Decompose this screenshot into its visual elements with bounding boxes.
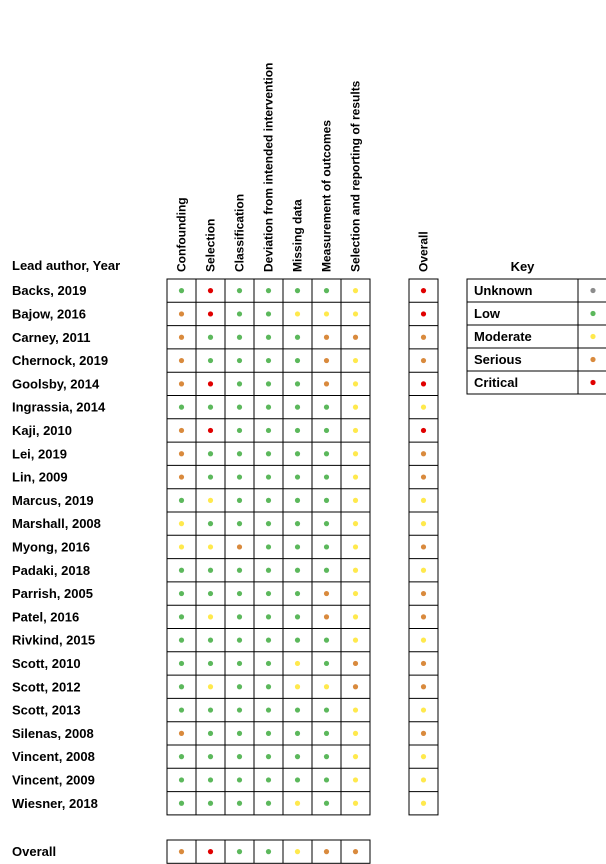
rating-dot-moderate (353, 801, 358, 806)
rating-dot-low (266, 568, 271, 573)
rating-dot-moderate (179, 544, 184, 549)
rating-dot-low (237, 707, 242, 712)
rating-dot-low (208, 591, 213, 596)
study-label: Vincent, 2009 (12, 772, 95, 788)
rating-dot-low (266, 311, 271, 316)
rating-dot-low (295, 498, 300, 503)
rating-dot-low (208, 638, 213, 643)
rating-dot-serious (179, 451, 184, 456)
rating-dot-low (295, 638, 300, 643)
rating-dot-low (266, 405, 271, 410)
study-label: Bajow, 2016 (12, 306, 86, 322)
rating-dot-moderate (324, 311, 329, 316)
rating-dot-serious (353, 684, 358, 689)
rating-dot-critical (208, 288, 213, 293)
rating-dot-low (266, 428, 271, 433)
rating-dot-low (295, 614, 300, 619)
rating-dot-low (237, 591, 242, 596)
overall-dot-serious (421, 684, 426, 689)
rating-dot-low (295, 335, 300, 340)
rating-dot-moderate (179, 521, 184, 526)
overall-dot-moderate (421, 568, 426, 573)
rating-dot-moderate (208, 544, 213, 549)
rating-dot-low (237, 405, 242, 410)
column-header: Classification (232, 193, 247, 272)
rating-dot-low (237, 358, 242, 363)
rating-dot-low (266, 614, 271, 619)
rating-dot-low (324, 544, 329, 549)
rating-dot-low (208, 474, 213, 479)
rating-dot-low (266, 474, 271, 479)
rating-dot-low (266, 801, 271, 806)
rating-dot-serious (179, 474, 184, 479)
study-label: Chernock, 2019 (12, 353, 109, 369)
key-title: Key (510, 259, 535, 274)
rating-dot-moderate (353, 707, 358, 712)
rating-dot-moderate (208, 684, 213, 689)
rating-dot-low (295, 544, 300, 549)
overall-dot-moderate (421, 638, 426, 643)
rating-dot-low (295, 754, 300, 759)
rating-dot-low (266, 544, 271, 549)
rating-dot-serious (353, 335, 358, 340)
rating-dot-low (324, 777, 329, 782)
rating-dot-low (208, 731, 213, 736)
rating-dot-low (295, 474, 300, 479)
rating-dot-moderate (353, 638, 358, 643)
key-label: Moderate (474, 329, 532, 344)
overall-row-dot-moderate (295, 849, 300, 854)
rating-dot-low (179, 498, 184, 503)
rating-dot-moderate (353, 754, 358, 759)
rating-dot-serious (179, 428, 184, 433)
column-header: Selection (203, 218, 218, 272)
column-header: Confounding (174, 197, 189, 272)
rating-dot-low (324, 428, 329, 433)
rating-dot-low (237, 381, 242, 386)
rating-dot-low (295, 568, 300, 573)
study-label: Backs, 2019 (12, 283, 87, 299)
rating-dot-low (295, 381, 300, 386)
study-label: Myong, 2016 (12, 539, 91, 555)
rating-dot-low (295, 405, 300, 410)
column-header: Measurement of outcomes (319, 119, 334, 272)
rating-dot-serious (179, 311, 184, 316)
study-labels (12, 283, 108, 811)
ratings-grid (167, 279, 370, 815)
rating-dot-low (237, 498, 242, 503)
study-label: Scott, 2013 (12, 702, 81, 718)
rating-dot-low (179, 777, 184, 782)
overall-row-dot-low (237, 849, 242, 854)
overall-row-dot-critical (208, 849, 213, 854)
overall-dot-critical (421, 428, 426, 433)
rating-dot-moderate (295, 311, 300, 316)
rating-dot-low (208, 358, 213, 363)
study-label: Carney, 2011 (12, 329, 91, 345)
overall-dot-serious (421, 731, 426, 736)
key-label: Low (474, 306, 500, 321)
rating-dot-moderate (353, 498, 358, 503)
overall-dot-moderate (421, 777, 426, 782)
overall-dot-critical (421, 381, 426, 386)
key-dot-serious (590, 357, 595, 362)
rating-dot-low (237, 568, 242, 573)
rating-dot-low (324, 754, 329, 759)
rating-dot-moderate (353, 591, 358, 596)
rating-dot-low (237, 801, 242, 806)
key-dot-moderate (590, 334, 595, 339)
rating-dot-low (266, 707, 271, 712)
overall-dot-moderate (421, 754, 426, 759)
rating-dot-low (324, 661, 329, 666)
rating-dot-low (324, 521, 329, 526)
rating-dot-low (324, 474, 329, 479)
rating-dot-low (266, 498, 271, 503)
study-label: Silenas, 2008 (12, 725, 94, 741)
rating-dot-low (208, 661, 213, 666)
rating-dot-low (179, 661, 184, 666)
key-label: Critical (474, 375, 519, 390)
column-header: Deviation from intended intervention (261, 62, 276, 272)
rating-dot-low (208, 707, 213, 712)
rating-dot-low (237, 288, 242, 293)
rating-dot-low (324, 405, 329, 410)
study-label: Scott, 2012 (12, 679, 81, 695)
rating-dot-low (266, 684, 271, 689)
rating-dot-low (237, 428, 242, 433)
study-label: Parrish, 2005 (12, 586, 93, 602)
rating-dot-low (208, 754, 213, 759)
column-header: Missing data (290, 199, 305, 272)
rating-dot-moderate (353, 358, 358, 363)
rating-dot-low (179, 405, 184, 410)
study-label: Lei, 2019 (12, 446, 67, 462)
key-dot-critical (590, 380, 595, 385)
rating-dot-moderate (295, 801, 300, 806)
overall-dot-moderate (421, 521, 426, 526)
rating-dot-moderate (353, 405, 358, 410)
rating-dot-moderate (353, 568, 358, 573)
rating-dot-moderate (353, 451, 358, 456)
rating-dot-low (295, 731, 300, 736)
rating-dot-low (237, 661, 242, 666)
rating-dot-low (324, 638, 329, 643)
rating-dot-low (266, 754, 271, 759)
rating-dot-low (266, 591, 271, 596)
study-label: Lin, 2009 (12, 469, 68, 485)
overall-dot-serious (421, 474, 426, 479)
rating-dot-serious (179, 731, 184, 736)
rating-dot-low (179, 614, 184, 619)
rating-dot-low (237, 521, 242, 526)
rating-dot-low (179, 638, 184, 643)
overall-column (409, 279, 438, 815)
overall-dot-moderate (421, 405, 426, 410)
rating-dot-low (208, 451, 213, 456)
rating-dot-low (208, 801, 213, 806)
overall-row (12, 840, 370, 863)
rating-dot-low (179, 568, 184, 573)
column-header: Selection and reporting of results (348, 80, 363, 272)
overall-dot-critical (421, 311, 426, 316)
rating-dot-low (324, 731, 329, 736)
rating-dot-low (237, 731, 242, 736)
overall-row-dot-serious (324, 849, 329, 854)
overall-row-dot-low (266, 849, 271, 854)
rating-dot-low (237, 335, 242, 340)
rating-dot-low (237, 777, 242, 782)
overall-dot-moderate (421, 498, 426, 503)
rating-dot-moderate (208, 498, 213, 503)
rating-dot-moderate (208, 614, 213, 619)
rating-dot-serious (324, 358, 329, 363)
rating-dot-low (266, 451, 271, 456)
rating-dot-moderate (295, 661, 300, 666)
overall-dot-serious (421, 335, 426, 340)
rating-dot-moderate (353, 614, 358, 619)
overall-dot-critical (421, 288, 426, 293)
rating-dot-serious (324, 591, 329, 596)
rating-dot-low (295, 707, 300, 712)
rating-dot-low (208, 521, 213, 526)
rating-dot-low (324, 498, 329, 503)
rating-dot-low (266, 638, 271, 643)
column-headers (175, 63, 431, 272)
overall-row-label: Overall (12, 844, 57, 860)
rating-dot-low (179, 707, 184, 712)
rating-dot-low (208, 335, 213, 340)
rating-dot-low (324, 451, 329, 456)
study-label: Vincent, 2008 (12, 749, 95, 765)
rating-dot-low (237, 474, 242, 479)
overall-row-dot-serious (353, 849, 358, 854)
rating-dot-low (295, 591, 300, 596)
rating-dot-low (208, 568, 213, 573)
key-legend (467, 259, 606, 394)
overall-dot-serious (421, 451, 426, 456)
rating-dot-low (324, 288, 329, 293)
study-label: Scott, 2010 (12, 655, 81, 671)
rating-dot-serious (324, 381, 329, 386)
study-label: Wiesner, 2018 (12, 795, 98, 811)
rating-dot-moderate (353, 381, 358, 386)
rating-dot-low (237, 684, 242, 689)
key-dot-low (590, 311, 595, 316)
rating-dot-critical (208, 428, 213, 433)
overall-dot-serious (421, 661, 426, 666)
rating-dot-low (266, 731, 271, 736)
overall-column-header: Overall (416, 231, 431, 272)
rating-dot-low (208, 405, 213, 410)
rating-dot-moderate (353, 288, 358, 293)
study-label: Rivkind, 2015 (12, 632, 96, 648)
rating-dot-low (179, 801, 184, 806)
rating-dot-low (237, 311, 242, 316)
rating-dot-low (324, 568, 329, 573)
rating-dot-low (266, 661, 271, 666)
rating-dot-low (179, 684, 184, 689)
rating-dot-low (179, 591, 184, 596)
overall-dot-serious (421, 614, 426, 619)
rating-dot-moderate (353, 428, 358, 433)
rating-dot-low (266, 335, 271, 340)
overall-dot-moderate (421, 707, 426, 712)
rating-dot-low (266, 777, 271, 782)
rating-dot-serious (324, 335, 329, 340)
rating-dot-serious (179, 358, 184, 363)
rating-dot-serious (179, 381, 184, 386)
rating-dot-low (208, 777, 213, 782)
rating-dot-moderate (324, 684, 329, 689)
rating-dot-low (295, 428, 300, 433)
rating-dot-low (324, 707, 329, 712)
row-header-label: Lead author, Year (12, 258, 121, 273)
rating-dot-moderate (353, 777, 358, 782)
rating-dot-moderate (353, 544, 358, 549)
rating-dot-serious (237, 544, 242, 549)
rating-dot-moderate (353, 521, 358, 526)
overall-dot-moderate (421, 801, 426, 806)
rating-dot-critical (208, 381, 213, 386)
rating-dot-serious (324, 614, 329, 619)
key-label: Unknown (474, 283, 533, 298)
rating-dot-low (237, 638, 242, 643)
study-label: Ingrassia, 2014 (12, 399, 106, 415)
rating-dot-low (237, 754, 242, 759)
rating-dot-low (295, 777, 300, 782)
rating-dot-low (295, 521, 300, 526)
study-label: Goolsby, 2014 (12, 376, 100, 392)
rating-dot-low (266, 288, 271, 293)
rating-dot-low (237, 614, 242, 619)
key-dot-unknown (590, 288, 595, 293)
rating-dot-low (179, 288, 184, 293)
rating-dot-low (324, 801, 329, 806)
rating-dot-low (179, 754, 184, 759)
overall-dot-serious (421, 544, 426, 549)
rating-dot-serious (353, 661, 358, 666)
overall-row-dot-serious (179, 849, 184, 854)
study-label: Padaki, 2018 (12, 562, 91, 578)
study-label: Patel, 2016 (12, 609, 80, 625)
rating-dot-low (266, 521, 271, 526)
study-label: Kaji, 2010 (12, 422, 72, 438)
rating-dot-low (295, 451, 300, 456)
rating-dot-low (295, 358, 300, 363)
rating-dot-serious (179, 335, 184, 340)
rating-dot-moderate (353, 311, 358, 316)
study-label: Marshall, 2008 (12, 516, 101, 532)
rating-dot-moderate (295, 684, 300, 689)
rating-dot-low (266, 381, 271, 386)
study-label: Marcus, 2019 (12, 492, 94, 508)
rating-dot-critical (208, 311, 213, 316)
rating-dot-low (266, 358, 271, 363)
rating-dot-moderate (353, 474, 358, 479)
overall-dot-serious (421, 358, 426, 363)
key-label: Serious (474, 352, 522, 367)
rating-dot-moderate (353, 731, 358, 736)
rating-dot-low (237, 451, 242, 456)
rating-dot-low (295, 288, 300, 293)
overall-dot-serious (421, 591, 426, 596)
